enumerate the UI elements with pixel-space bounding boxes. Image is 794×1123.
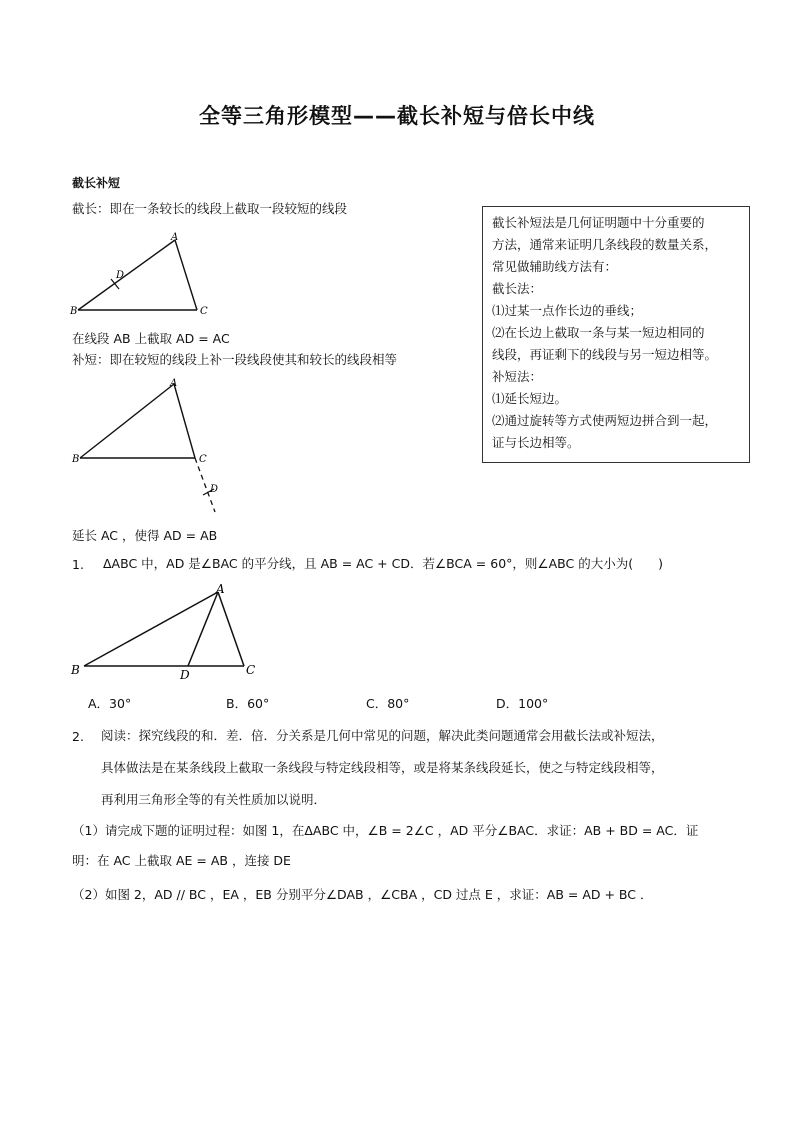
note-line: 证与长边相等。 [492,435,580,450]
figure-jiechang [60,228,230,320]
question-2-number: 2. [72,729,84,744]
jiechang-caption: 在线段 AB 上截取 AD = AC [72,331,230,346]
question-2-part-1-continued: 明：在 AC 上截取 AE = AB ，连接 DE [72,853,291,868]
option-c: C．80° [366,696,410,711]
label-a: A [216,582,225,596]
label-a: A [171,232,179,243]
question-2-intro-line: 再利用三角形全等的有关性质加以说明． [101,792,327,807]
buduan-definition: 补短：即在较短的线段上补一段线段使其和较长的线段相等 [72,352,398,367]
note-line: 截长补短法是几何证明题中十分重要的 [492,215,705,230]
option-a: A．30° [88,696,132,711]
section-heading: 截长补短 [72,176,121,190]
label-b: B [70,306,78,317]
jiechang-definition: 截长：即在一条较长的线段上截取一段较短的线段 [72,201,348,216]
label-b: B [72,454,80,465]
note-line: 方法，通常来证明几条线段的数量关系， [492,237,718,252]
option-d: D．100° [496,696,549,711]
question-1-number: 1. [72,557,84,572]
note-line: 线段，再证剩下的线段与另一短边相等。 [492,347,718,362]
label-d: D [116,270,125,281]
question-2-intro-line: 阅读：探究线段的和．差．倍．分关系是几何中常见的问题，解决此类问题通常会用截长法或补短法， [101,728,664,743]
question-2-part-2: （2）如图 2，AD // BC ，EA ，EB 分别平分∠DAB ，∠CBA ，CD 过点 E ，求证：AB = AD + BC ． [72,887,653,902]
note-line: 截长法： [492,281,543,296]
question-2-intro-line: 具体做法是在某条线段上截取一条线段与特定线段相等，或是将某条线段延长，使之与特定线段相等， [101,760,664,775]
label-b: B [71,663,80,677]
segment-ab [78,240,175,310]
page-title: 全等三角形模型——截长补短与倍长中线 [199,104,595,128]
label-c: C [200,306,208,317]
segment-ad [188,592,218,666]
question-2-part-1: （1）请完成下题的证明过程：如图 1，在ΔABC 中，∠B = 2∠C ，AD 平分∠BAC．求证：AB + BD = AC．证 [72,823,699,838]
label-c: C [246,663,256,677]
label-d: D [180,668,190,682]
note-line: ⑵通过旋转等方式使两短边拼合到一起， [492,413,718,428]
buduan-caption: 延长 AC ，使得 AD = AB [72,528,218,543]
label-d: D [210,484,219,495]
segment-ab [80,384,174,458]
note-line: ⑴延长短边。 [492,391,568,406]
figure-buduan [64,376,234,516]
label-c: C [199,454,207,465]
label-a: A [170,378,178,389]
segment-ac [174,384,195,458]
segment-ab [84,592,218,666]
note-line: ⑵在长边上截取一条与某一短边相同的 [492,325,705,340]
segment-ac [175,240,197,310]
option-b: B．60° [226,696,270,711]
note-line: ⑴过某一点作长边的垂线； [492,303,643,318]
note-line: 补短法： [492,369,543,384]
note-line: 常见做辅助线方法有： [492,259,618,274]
figure-question-1 [66,580,276,685]
question-1-text: ΔABC 中，AD 是∠BAC 的平分线，且 AB = AC + CD．若∠BCA = 60°，则∠ABC 的大小为( ) [103,556,663,571]
segment-ac [218,592,244,666]
